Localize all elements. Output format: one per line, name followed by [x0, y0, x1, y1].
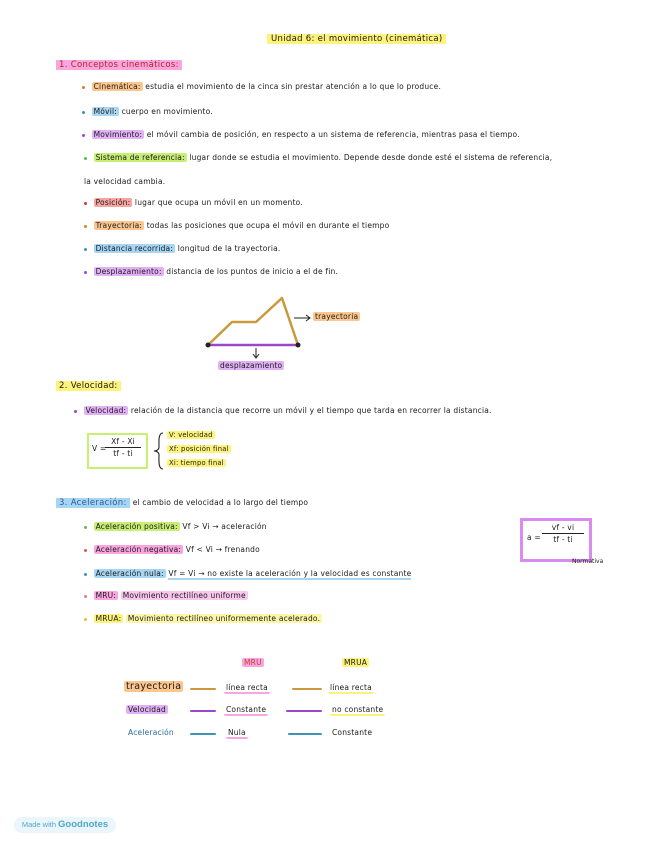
cell-mru-trayectoria: línea recta	[226, 683, 268, 692]
velocity-fraction	[105, 437, 141, 458]
cell-mru-aceleracion: Nula	[228, 728, 246, 737]
row-label-aceleracion: Aceleración	[128, 728, 174, 737]
curly-brace-icon	[153, 432, 165, 470]
goodnotes-brand: Goodnotes	[58, 819, 109, 830]
start-point	[206, 343, 211, 348]
definition: relación de la distancia que recorre un móvil y el tiempo que tarda en recorrer la distancia.	[130, 406, 492, 415]
connector-line	[190, 733, 216, 735]
term: MRUA:	[95, 614, 122, 623]
bullet-icon	[84, 225, 87, 228]
section-1-heading: 1. Conceptos cinemáticos:	[56, 60, 182, 70]
item-aceleracion-negativa	[84, 545, 260, 554]
bullet-icon	[84, 202, 87, 205]
legend-velocidad: V: velocidad	[169, 431, 213, 439]
bullet-icon	[82, 134, 85, 137]
bullet-icon	[82, 111, 85, 114]
item-cinematica	[82, 82, 441, 91]
cell-mrua-velocidad: no constante	[332, 705, 384, 714]
item-sistema-referencia	[84, 153, 552, 162]
velocity-definition	[74, 406, 492, 415]
term: MRU:	[95, 591, 117, 600]
item-posicion	[84, 198, 303, 207]
legend-posicion-final: Xf: posición final	[169, 445, 229, 453]
bullet-icon	[84, 271, 87, 274]
connector-line	[292, 688, 322, 690]
term: Móvil:	[93, 107, 117, 116]
trajectory-path	[208, 298, 298, 345]
connector-line	[190, 688, 216, 690]
bullet-icon	[84, 526, 87, 529]
bullet-icon	[84, 595, 87, 598]
row-label-trayectoria: trayectoria	[126, 681, 182, 692]
term: Sistema de referencia:	[95, 153, 185, 162]
row-label-velocidad: Velocidad	[128, 705, 166, 714]
table-header-mru: MRU	[244, 658, 262, 667]
cell-mrua-aceleracion: Constante	[332, 728, 373, 737]
fraction-numerator: vf - vi	[551, 523, 575, 532]
term: Cinemática:	[93, 82, 141, 91]
section-3-heading-wrap	[56, 498, 308, 508]
acceleration-formula-lhs: a =	[527, 533, 541, 542]
definition: todas las posiciones que ocupa el móvil en durante el tiempo	[146, 221, 390, 230]
definition: el móvil cambia de posición, en respecto a un sistema de referencia, mientras pasa el tiempo.	[146, 130, 520, 139]
bullet-icon	[84, 618, 87, 621]
bullet-icon	[84, 573, 87, 576]
term: Distancia recorrida:	[95, 244, 174, 253]
connector-line	[190, 710, 216, 712]
item-desplazamiento	[84, 267, 338, 276]
end-point	[296, 343, 301, 348]
fraction-denominator: tf - ti	[553, 535, 573, 544]
term: Aceleración positiva:	[95, 522, 178, 531]
definition: estudia el movimiento de la cinca sin prestar atención a lo que lo produce.	[145, 82, 442, 91]
made-with-text: Made with	[21, 820, 57, 829]
formula-caption: Normativa	[572, 558, 604, 565]
fraction-denominator: tf - ti	[113, 449, 133, 458]
section-3-text: el cambio de velocidad a lo largo del tiempo	[132, 498, 309, 507]
definition: lugar donde se estudia el movimiento. Depende desde donde esté el sistema de referencia,	[189, 153, 553, 162]
goodnotes-badge[interactable]	[14, 817, 116, 833]
cell-mrua-trayectoria: línea recta	[330, 683, 372, 692]
cell-mru-velocidad: Constante	[226, 705, 267, 714]
definition: Vf = Vi → no existe la aceleración y la velocidad es constante	[168, 569, 412, 578]
bullet-icon	[84, 157, 87, 160]
item-aceleracion-nula	[84, 569, 411, 578]
term: Velocidad:	[85, 406, 127, 415]
term: Trayectoria:	[95, 221, 143, 230]
definition: longitud de la trayectoria.	[177, 244, 281, 253]
bullet-icon	[84, 549, 87, 552]
term: Aceleración negativa:	[95, 545, 182, 554]
item-mrua	[84, 614, 322, 623]
term: Posición:	[95, 198, 131, 207]
item-trayectoria	[84, 221, 389, 230]
definition: Movimiento rectilíneo uniformemente acelerado.	[127, 614, 321, 623]
bullet-icon	[74, 410, 77, 413]
definition: cuerpo en movimiento.	[121, 107, 213, 116]
table-header-mrua: MRUA	[344, 658, 368, 667]
definition: distancia de los puntos de inicio a el de fin.	[166, 267, 339, 276]
connector-line	[286, 710, 322, 712]
section-3-heading: 3. Aceleración:	[56, 498, 130, 508]
displacement-label: desplazamiento	[220, 361, 283, 370]
term: Aceleración nula:	[95, 569, 164, 578]
item-sistema-referencia-cont: la velocidad cambia.	[84, 177, 166, 186]
fraction-numerator: Xf - Xi	[111, 437, 135, 446]
definition: Vf < Vi → frenando	[185, 545, 260, 554]
acceleration-fraction	[542, 523, 584, 544]
bullet-icon	[84, 248, 87, 251]
term: Movimiento:	[93, 130, 143, 139]
trajectory-diagram	[200, 290, 380, 365]
bullet-icon	[82, 86, 85, 89]
connector-line	[288, 733, 322, 735]
item-aceleracion-positiva	[84, 522, 267, 531]
trajectory-label: trayectoria	[315, 312, 359, 321]
item-mru	[84, 591, 248, 600]
term: Desplazamiento:	[95, 267, 162, 276]
velocity-formula-lhs: V =	[92, 444, 107, 453]
definition: Vf > Vi → aceleración	[182, 522, 267, 531]
definition: lugar que ocupa un móvil en un momento.	[134, 198, 303, 207]
legend-tiempo-final: Xi: tiempo final	[169, 459, 224, 467]
item-distancia-recorrida	[84, 244, 281, 253]
section-2-heading: 2. Velocidad:	[56, 381, 121, 391]
definition: Movimiento rectilíneo uniforme	[122, 591, 246, 600]
item-movimiento	[82, 130, 520, 139]
page-title: Unidad 6: el movimiento (cinemática)	[267, 34, 446, 44]
item-movil	[82, 107, 213, 116]
